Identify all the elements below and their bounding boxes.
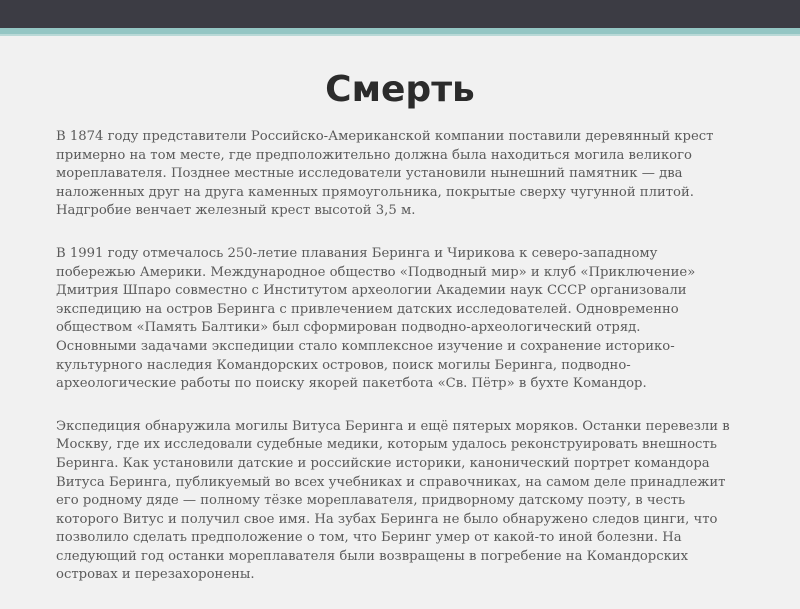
accent-stripe-thin [0, 34, 800, 36]
slide-body [56, 128, 756, 609]
slide-title: Смерть [325, 69, 475, 110]
top-decorative-bar [0, 0, 800, 28]
paragraph-3: Экспедиция обнаружила могилы Витуса Беринга и ещё пятерых моряков. Останки перевезли в Москву, где их исследовали судебные медики, которым удалось реконструировать внешность Беринга. Как установили датские и российские историки, канонический портрет командора Витуса Беринга, публикуемый во всех учебниках и справочниках, на самом деле принадлежит его родному дяде — полному тёзке мореплавателя, придворному датскому поэту, в честь которого Витус и получил свое имя. На зубах Беринга не было обнаружено следов цинги, что позволило сделать предположение о том, что Беринг умер от какой-то иной болезни. На следующий год останки мореплавателя были возвращены в погребение на Командорских островах и перезахоронены. [56, 418, 730, 583]
paragraph-2: В 1991 году отмечалось 250-летие плавания Беринга и Чирикова к северо-западному побережью Америки. Международное общество «Подводный мир» и клуб «Приключение» Дмитрия Шпаро совместно с Институтом археологии Академии наук СССР организовали экспедицию на остров Беринга с привлечением датских исследователей. Одновременно обществом «Память Балтики» был сформирован подводно-археологический отряд. Основными задачами экспедиции стало комплексное изучение и сохранение историко- культурного наследия Командорских островов, поиск могилы Беринга, подводно- археологические работы по поиску якорей пакетбота «Св. Пётр» в бухте Командор. [56, 245, 696, 392]
paragraph-1: В 1874 году представители Российско-Американской компании поставили деревянный крест примерно на том месте, где предположительно должна была находиться могила великого мореплавателя. Позднее местные исследователи установили нынешний памятник — два наложенных друг на друга каменных прямоугольника, покрытые сверху чугунной плитой. Надгробие венчает железный крест высотой 3,5 м. [56, 129, 714, 219]
